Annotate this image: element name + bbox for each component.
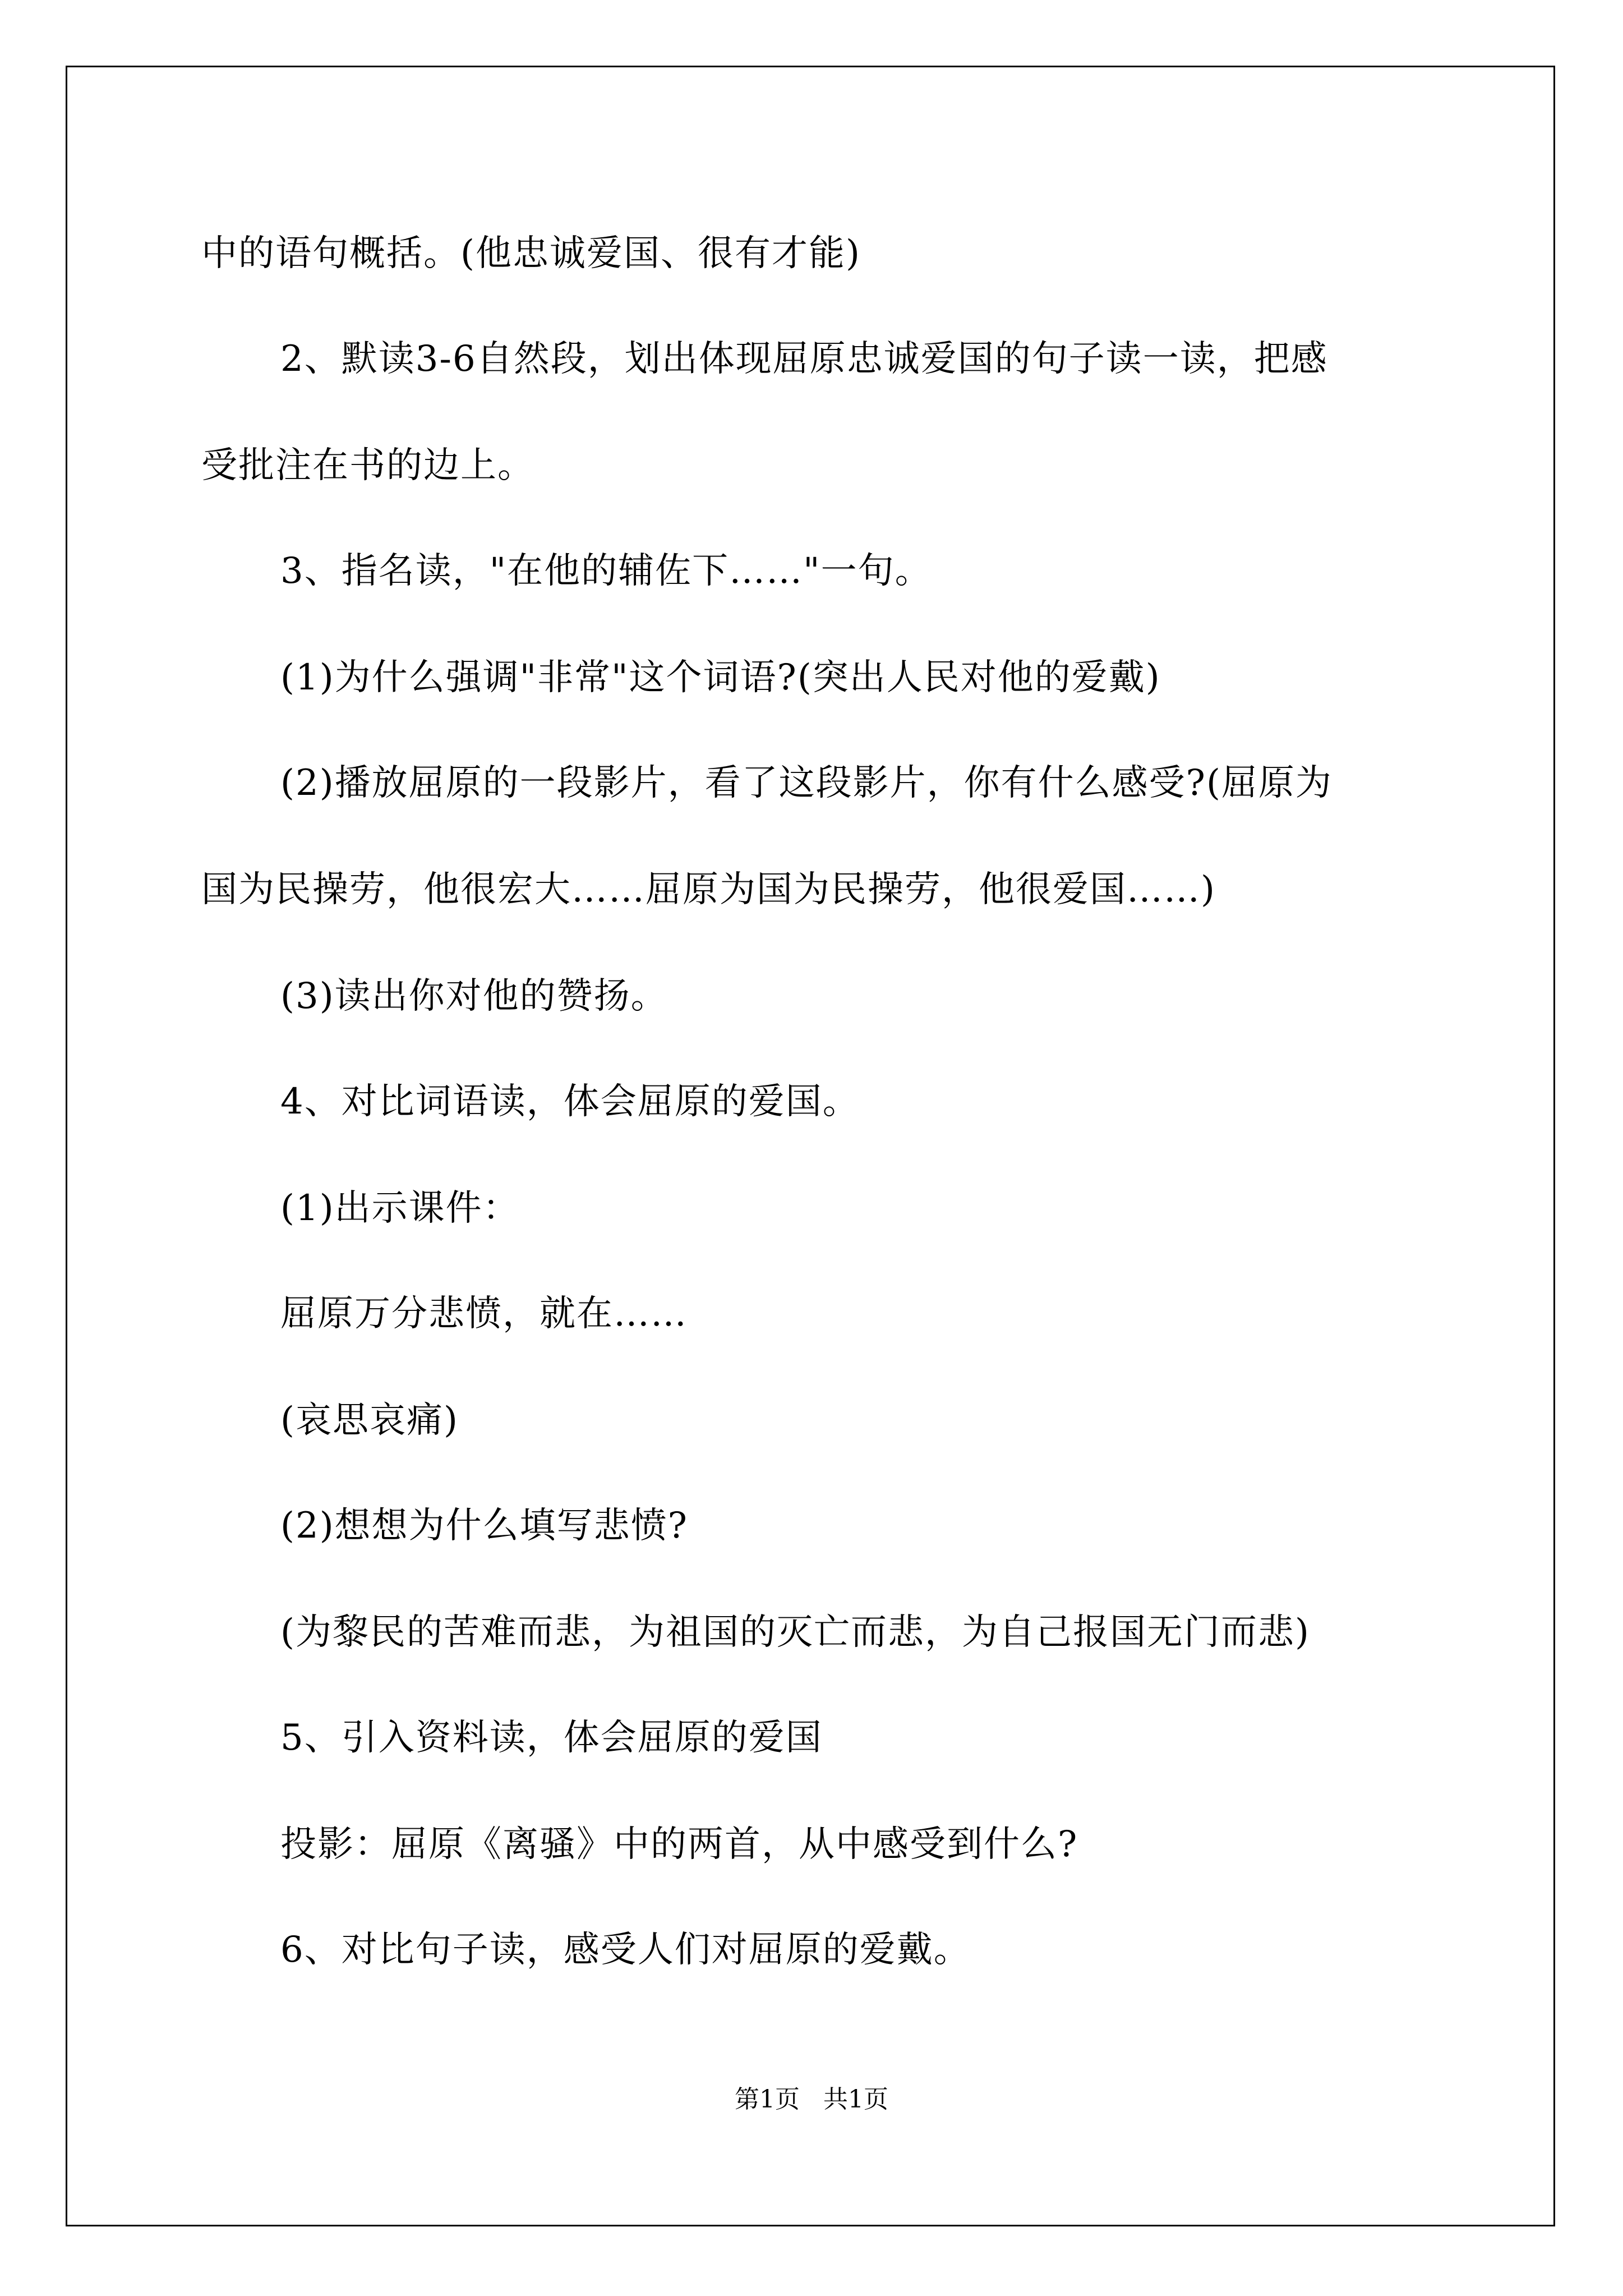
paragraph-line: 3、指名读，"在他的辅佐下……"一句。: [280, 550, 932, 592]
paragraph-line: 国为民操劳，他很宏大……屈原为国为民操劳，他很爱国……): [201, 869, 1216, 910]
page-number-footer: 第1页 共1页: [735, 2085, 888, 2114]
paragraph-line: 2、默读3-6自然段，划出体现屈原忠诚爱国的句子读一读，把感: [280, 338, 1328, 380]
paragraph-line: 4、对比词语读，体会屈原的爱国。: [280, 1081, 860, 1122]
paragraph-line: 6、对比句子读，感受人们对屈原的爱戴。: [280, 1929, 971, 1971]
paragraph-line: 屈原万分悲愤，就在……: [280, 1293, 688, 1335]
paragraph-line: (为黎民的苦难而悲，为祖国的灭亡而悲，为自己报国无门而悲): [280, 1612, 1310, 1653]
paragraph-line: (1)为什么强调"非常"这个词语?(突出人民对他的爱戴): [280, 657, 1161, 698]
paragraph-line: (2)想想为什么填写悲愤?: [280, 1505, 688, 1547]
paragraph-line: (1)出示课件：: [280, 1188, 520, 1229]
page-border: [66, 66, 1555, 2226]
paragraph-line: 受批注在书的边上。: [201, 445, 534, 486]
paragraph-line: (3)读出你对他的赞扬。: [280, 976, 668, 1017]
paragraph-line: 投影：屈原《离骚》中的两首，从中感受到什么?: [280, 1824, 1078, 1865]
paragraph-line: 5、引入资料读，体会屈原的爱国: [280, 1717, 823, 1759]
paragraph-line: (2)播放屈原的一段影片，看了这段影片，你有什么感受?(屈原为: [280, 762, 1332, 804]
paragraph-line: 中的语句概括。(他忠诚爱国、很有才能): [201, 233, 861, 274]
paragraph-line: (哀思哀痛): [280, 1400, 459, 1441]
